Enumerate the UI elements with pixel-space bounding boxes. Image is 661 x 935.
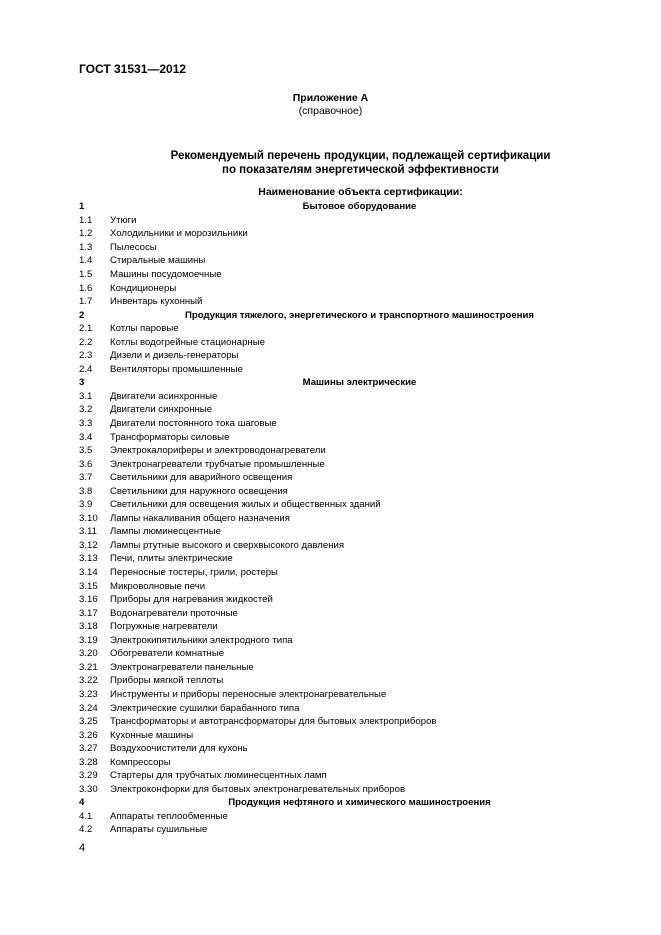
item-text: Стартеры для трубчатых люминесцентных ламп [110,770,327,782]
item-number: 3.9 [79,499,93,511]
column-header: Наименование объекта сертификации: [258,186,463,198]
list-item [79,322,579,336]
item-text: Двигатели постоянного тока шаговые [110,418,277,430]
item-text: Инструменты и приборы переносные электронагревательные [110,688,387,700]
list-item [79,566,579,580]
item-text: Аппараты сушильные [110,824,208,836]
item-text: Электрокалориферы и электроводонагреватели [110,445,326,457]
item-text: Электрокипятильники электродного типа [110,634,293,646]
item-number: 1.3 [79,241,93,253]
item-number: 2.4 [79,363,93,375]
item-number: 2.3 [79,350,93,362]
section-heading [79,308,579,322]
item-text: Обогреватели комнатные [110,648,225,660]
item-number: 3.18 [79,621,98,633]
item-text: Переносные тостеры, грили, ростеры [110,567,278,579]
item-text: Микроволновые печи [110,580,206,592]
item-number: 3 [79,377,85,389]
section-heading [79,796,579,810]
item-number: 3.21 [79,661,98,673]
list-item [79,241,579,255]
list-item [79,214,579,228]
item-number: 1.4 [79,255,93,267]
list-item [79,823,579,837]
list-item [79,783,579,797]
item-number: 3.22 [79,675,98,687]
item-text: Приборы для нагревания жидкостей [110,594,273,606]
appendix-label: Приложение А [292,92,369,104]
item-number: 3.23 [79,688,98,700]
item-text: Электронагреватели панельные [110,661,254,673]
item-number: 1.1 [79,214,93,226]
item-number: 3.15 [79,580,98,592]
item-number: 3.6 [79,458,93,470]
item-text: Электроконфорки для бытовых электронагревательных приборов [110,783,406,795]
list-item [79,471,579,485]
list-item [79,728,579,742]
list-item [79,539,579,553]
item-text: Машины электрические [302,377,417,389]
item-number: 2.1 [79,323,93,335]
item-number: 3.25 [79,716,98,728]
item-number: 4.2 [79,824,93,836]
item-text: Бытовое оборудование [302,201,417,213]
document-code: ГОСТ 31531—2012 [79,62,187,76]
item-number: 3.7 [79,472,93,484]
item-text: Лампы ртутные высокого и сверхвысокого давления [110,539,345,551]
list-item [79,769,579,783]
list-item [79,674,579,688]
item-number: 3.5 [79,445,93,457]
item-number: 3.3 [79,418,93,430]
list-item [79,363,579,377]
certification-list [79,200,579,837]
list-item [79,606,579,620]
section-heading [79,200,579,214]
item-text: Вентиляторы промышленные [110,363,243,375]
item-number: 1 [79,201,85,213]
item-number: 3.30 [79,783,98,795]
title-line-2: по показателям энергетической эффективности [222,164,499,176]
list-item [79,512,579,526]
list-item [79,593,579,607]
list-item [79,390,579,404]
item-text: Электронагреватели трубчатые промышленные [110,458,325,470]
list-item [79,525,579,539]
item-text: Светильники для наружного освещения [110,485,288,497]
item-number: 3.29 [79,770,98,782]
item-number: 3.4 [79,431,93,443]
item-number: 4 [79,797,85,809]
list-item [79,634,579,648]
item-text: Лампы накаливания общего назначения [110,512,290,524]
list-item [79,335,579,349]
item-text: Продукция нефтяного и химического машиностроения [228,797,491,809]
item-number: 3.20 [79,648,98,660]
item-text: Стиральные машины [110,255,206,267]
item-text: Продукция тяжелого, энергетического и транспортного машиностроения [184,309,535,321]
list-item [79,295,579,309]
item-text: Погружные нагреватели [110,621,218,633]
item-text: Аппараты теплообменные [110,810,228,822]
list-item [79,281,579,295]
item-number: 2.2 [79,336,93,348]
list-item [79,349,579,363]
list-item [79,661,579,675]
item-text: Дизели и дизель-генераторы [110,350,239,362]
page-number: 4 [79,842,86,854]
item-text: Инвентарь кухонный [110,296,203,308]
item-text: Трансформаторы и автотрансформаторы для бытовых электроприборов [110,716,437,728]
list-item [79,742,579,756]
item-number: 1.6 [79,282,93,294]
list-item [79,755,579,769]
title-line-1: Рекомендуемый перечень продукции, подлежащей сертификации [170,150,551,162]
list-item [79,227,579,241]
item-text: Воздухоочистители для кухонь [110,743,248,755]
item-text: Холодильники и морозильники [110,228,248,240]
item-number: 3.19 [79,634,98,646]
list-item [79,444,579,458]
list-item [79,715,579,729]
item-number: 3.2 [79,404,93,416]
list-item [79,579,579,593]
appendix-type: (справочное) [298,105,363,117]
list-item [79,810,579,824]
list-item [79,457,579,471]
item-number: 3.24 [79,702,98,714]
item-text: Котлы паровые [110,323,179,335]
list-item [79,701,579,715]
list-item [79,688,579,702]
item-number: 1.5 [79,269,93,280]
item-text: Двигатели асинхронные [110,390,218,402]
item-number: 3.16 [79,594,98,606]
item-number: 3.28 [79,756,98,768]
list-item [79,484,579,498]
item-number: 3.17 [79,607,98,619]
item-number: 3.14 [79,567,98,579]
list-item [79,417,579,431]
item-text: Кондиционеры [110,282,177,294]
item-number: 3.11 [79,526,97,538]
item-number: 3.13 [79,553,98,565]
item-number: 2 [79,309,85,321]
section-heading [79,376,579,390]
item-number: 3.26 [79,729,98,741]
item-text: Светильники для аварийного освещения [110,472,293,484]
item-number: 1.2 [79,228,93,240]
item-text: Машины посудомоечные [110,269,222,280]
list-item [79,552,579,566]
item-text: Водонагреватели проточные [110,607,238,619]
item-text: Пылесосы [110,241,157,253]
item-text: Утюги [110,214,137,226]
page-title [60,149,661,177]
list-item [79,647,579,661]
item-number: 3.8 [79,485,93,497]
item-text: Двигатели синхронные [110,404,213,416]
item-number: 3.1 [79,390,93,402]
item-text: Котлы водогрейные стационарные [110,336,265,348]
list-item [79,403,579,417]
item-number: 4.1 [79,810,93,822]
list-item [79,620,579,634]
list-item [79,254,579,268]
list-item [79,430,579,444]
item-text: Электрические сушилки барабанного типа [110,702,300,714]
item-number: 3.10 [79,512,98,524]
item-text: Кухонные машины [110,729,194,741]
item-number: 3.27 [79,743,98,755]
item-number: 3.12 [79,539,98,551]
appendix-heading [0,92,661,118]
item-text: Компрессоры [110,756,171,768]
list-item [79,268,579,282]
item-text: Приборы мягкой теплоты [110,675,224,687]
item-text: Трансформаторы силовые [110,431,230,443]
item-text: Лампы люминесцентные [110,526,221,538]
item-text: Печи, плиты электрические [110,553,233,565]
item-text: Светильники для освещения жилых и общественных зданий [110,499,381,511]
list-item [79,498,579,512]
item-number: 1.7 [79,296,93,308]
